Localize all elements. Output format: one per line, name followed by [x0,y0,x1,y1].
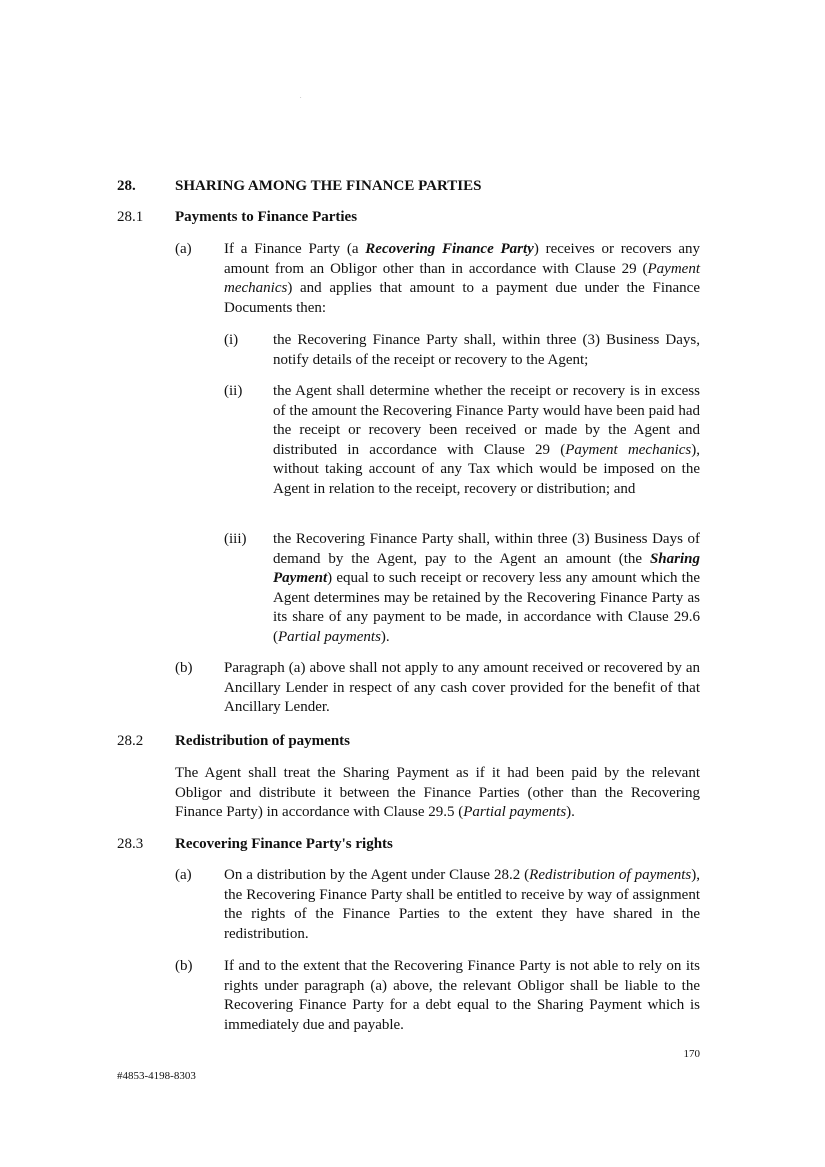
defined-term-recovering-finance-party: Recovering Finance Party [365,241,534,257]
section-number-28-3: 28.3 [117,836,144,852]
para-28-1-a-i: the Recovering Finance Party shall, within three (3) Business Days, notify details of the receipt or recovery to the Agent; [273,332,700,368]
para-label-28-1-a-ii: (ii) [224,383,243,399]
para-28-3-a: On a distribution by the Agent under Clause 28.2 (Redistribution of payments), the Recovering Finance Party shall be entitled to receive by way of assignment the rights of the Finance Parties to the extent they have shared in the redistribution. [224,867,700,942]
clause-title: SHARING AMONG THE FINANCE PARTIES [175,178,482,194]
para-28-1-a-iii: the Recovering Finance Party shall, within three (3) Business Days of demand by the Agent, pay to the Agent an amount (the Sharing Payment) equal to such receipt or recovery less any amount which the Agent determines may be retained by the Recovering Finance Party as its share of any payment to be made, in accordance with Clause 29.6 (Partial payments). [273,531,700,645]
para-label-28-1-a-i: (i) [224,332,239,348]
defined-term-sharing-payment: Sharing Payment [273,550,700,587]
para-28-1-b: Paragraph (a) above shall not apply to any amount received or recovered by an Ancillary Lender in respect of any cash cover provided for the benefit of that Ancillary Lender. [224,660,700,716]
para-label-28-3-a: (a) [175,867,192,883]
stray-mark: . [300,94,302,100]
para-28-3-b: If and to the extent that the Recovering Finance Party is not able to rely on its rights under paragraph (a) above, the relevant Obligor shall be liable to the Recovering Finance Party for a debt equal to the Sharing Payment which is immediately due and payable. [224,958,700,1033]
section-title-28-1: Payments to Finance Parties [175,209,358,225]
page-number: 170 [683,1048,700,1060]
para-28-1-a-ii: the Agent shall determine whether the receipt or recovery is in excess of the amount the Recovering Finance Party would have been paid had the receipt or recovery been received or made by the Agent and distributed in accordance with Clause 29 (Payment mechanics), without taking account of any Tax which would be imposed on the Agent in relation to the receipt, recovery or distribution; and [273,383,700,497]
section-title-28-2: Redistribution of payments [175,733,351,749]
para-label-28-1-a: (a) [175,241,192,257]
section-title-28-3: Recovering Finance Party's rights [175,836,393,852]
para-28-1-a: If a Finance Party (a Recovering Finance Party) receives or recovers any amount from an Obligor other than in accordance with Clause 29 (Payment mechanics) and applies that amount to a payment due under the Finance Documents then: [224,241,700,316]
para-28-2: The Agent shall treat the Sharing Payment as if it had been paid by the relevant Obligor and distribute it between the Finance Parties (other than the Recovering Finance Party) in accordance with Clause 29.5 (Partial payments). [175,765,700,821]
para-label-28-3-b: (b) [175,958,193,974]
section-number-28-1: 28.1 [117,209,144,225]
para-label-28-1-a-iii: (iii) [224,531,247,547]
document-id: #4853-4198-8303 [117,1070,196,1082]
para-label-28-1-b: (b) [175,660,193,676]
section-number-28-2: 28.2 [117,733,144,749]
clause-number: 28. [117,178,136,194]
